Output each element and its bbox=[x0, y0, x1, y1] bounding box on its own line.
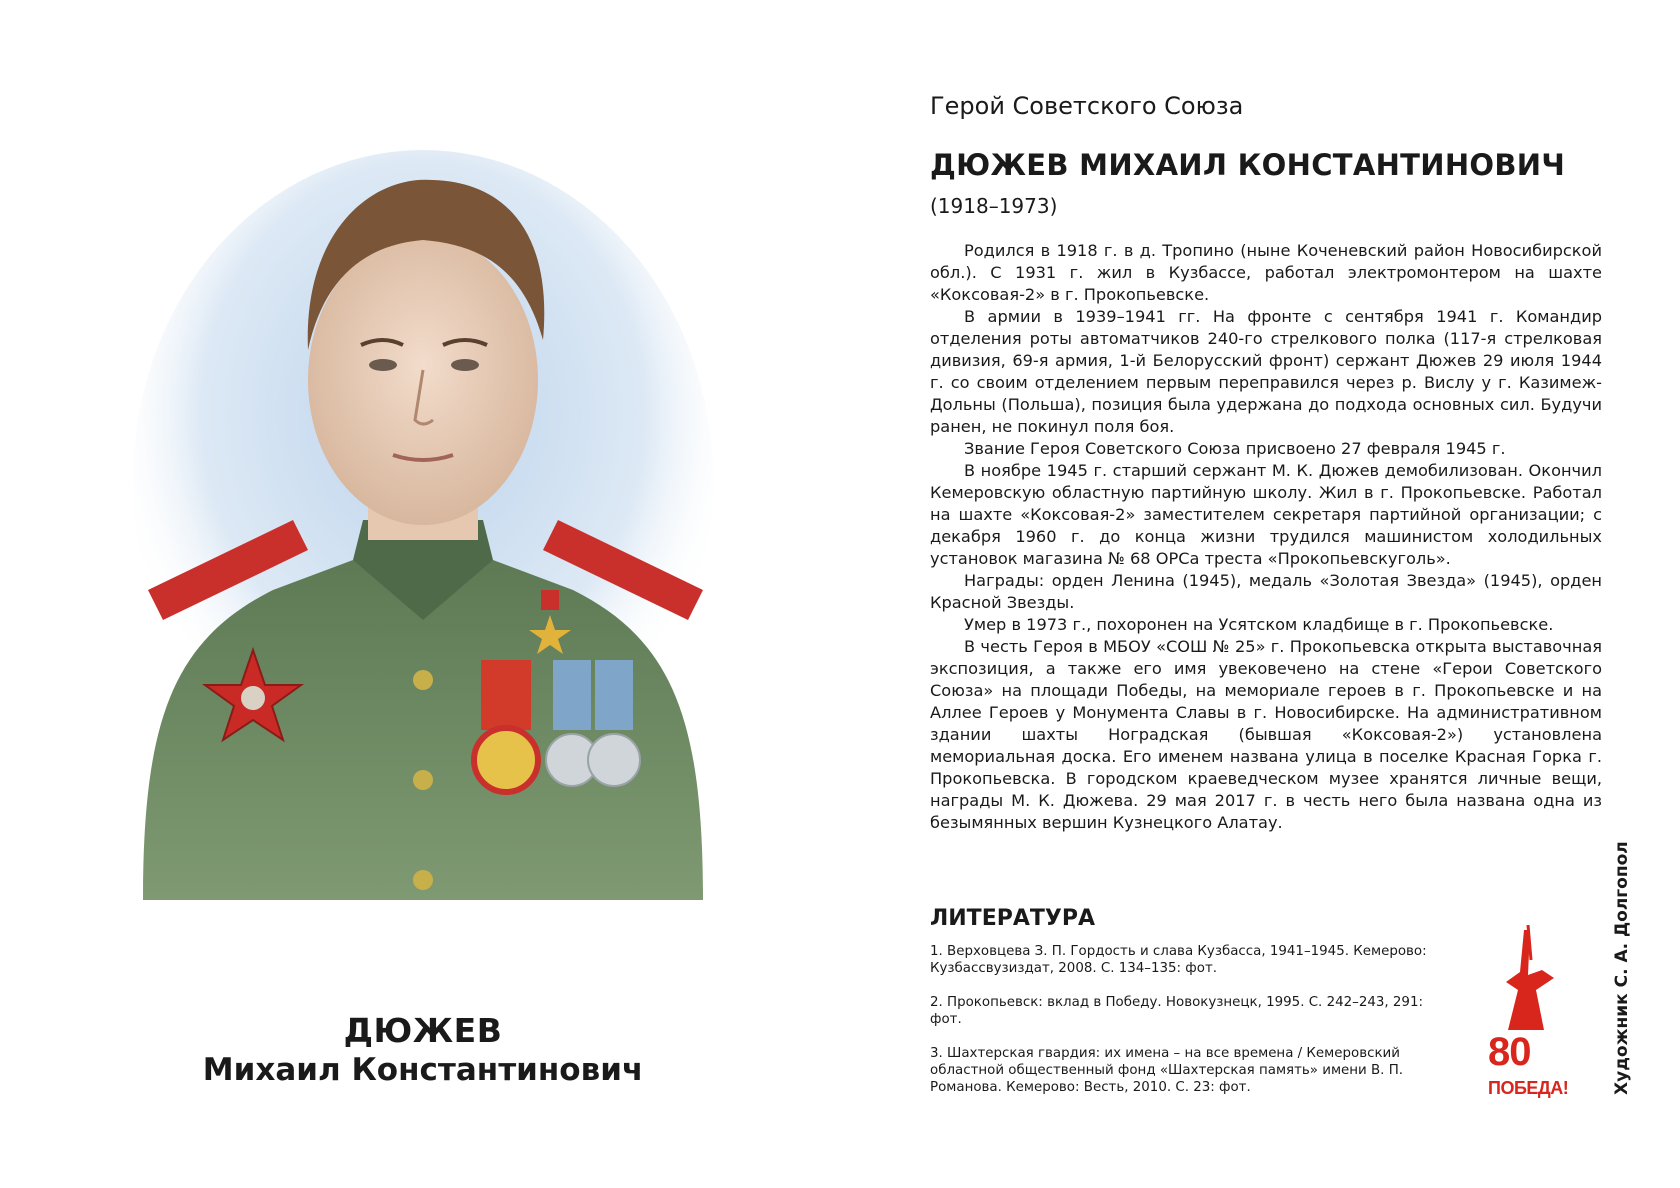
artist-credit: Художник С. А. Долгопол bbox=[1612, 841, 1632, 1095]
portrait-caption bbox=[103, 1010, 743, 1090]
bio-paragraph: В армии в 1939–1941 гг. На фронте с сентября 1941 г. Командир отделения роты автоматчиков 240-го стрелкового полка (117-я стрелковая дивизия, 69-я армия, 1-й Белорусский фронт) сержант Дюжев 29 июля 1944 г. со своим отделением первым переправился через р. Вислу у г. Казимеж-Дольны (Польша), позиция была удержана до подхода основных сил. Будучи ранен, не покинул поля боя. bbox=[930, 307, 1602, 436]
victory-80-emblem bbox=[1484, 920, 1572, 1100]
biography bbox=[930, 240, 1602, 834]
page-subtitle: Герой Советского Союза bbox=[930, 92, 1244, 120]
bio-paragraph: В честь Героя в МБОУ «СОШ № 25» г. Прокопьевска открыта выставочная экспозиция, а также его имя увековечено на стене «Герои Советского Союза» на площади Победы, на мемориале героев в г. Прокопьевске и на Аллее Героев у Монумента Славы в г. Новосибирске. На административном здании шахты Ноградская (бывшая «Коксовая-2») установлена мемориальная доска. Его именем названа улица в поселке Красная Горка г. Прокопьевска. В городском краеведческом музее хранятся личные вещи, награды М. К. Дюжева. 29 мая 2017 г. в честь него была названа одна из безымянных вершин Кузнецкого Алатау. bbox=[930, 637, 1602, 832]
hero-portrait bbox=[103, 120, 743, 970]
bio-paragraph: Родился в 1918 г. в д. Тропино (ныне Коченевский район Новосибирской обл.). С 1931 г. жил в Кузбассе, работал электромонтером на шахте «Коксовая-2» в г. Прокопьевске. bbox=[930, 241, 1602, 304]
literature-item: 1. Верховцева З. П. Гордость и слава Кузбасса, 1941–1945. Кемерово: Кузбассвузиздат, 2008. С. 134–135: фот. bbox=[930, 944, 1427, 976]
bio-paragraph: Звание Героя Советского Союза присвоено 27 февраля 1945 г. bbox=[964, 439, 1506, 458]
emblem-number: 80 bbox=[1488, 1030, 1531, 1074]
emblem-word: ПОБЕДА! bbox=[1488, 1078, 1569, 1098]
literature-item: 2. Прокопьевск: вклад в Победу. Новокузнецк, 1995. С. 242–243, 291: фот. bbox=[930, 995, 1423, 1027]
literature-list bbox=[930, 943, 1430, 1113]
caption-given-name: Михаил Константинович bbox=[202, 1052, 644, 1089]
bio-paragraph: Награды: орден Ленина (1945), медаль «Золотая Звезда» (1945), орден Красной Звезды. bbox=[930, 571, 1602, 612]
bio-paragraph: В ноябре 1945 г. старший сержант М. К. Дюжев демобилизован. Окончил Кемеровскую областную партийную школу. Жил в г. Прокопьевске. Работал на шахте «Коксовая-2» заместителем секретаря партийной организации; с декабря 1960 г. до конца жизни трудился машинистом холодильных установок магазина № 68 ОРСа треста «Прокопьевскуголь». bbox=[930, 461, 1602, 568]
medal-icon bbox=[588, 734, 640, 786]
bio-paragraph: Умер в 1973 г., похоронен на Усятском кладбище в г. Прокопьевске. bbox=[964, 615, 1554, 634]
face bbox=[308, 235, 538, 525]
literature-heading: ЛИТЕРАТУРА bbox=[930, 906, 1095, 931]
page-title: ДЮЖЕВ МИХАИЛ КОНСТАНТИНОВИЧ bbox=[930, 148, 1566, 182]
life-years: (1918–1973) bbox=[930, 194, 1058, 218]
caption-surname: ДЮЖЕВ bbox=[343, 1011, 503, 1050]
literature-item: 3. Шахтерская гвардия: их имена – на все времена / Кемеровский областной общественный фонд «Шахтерская память» имени В. П. Романова. Кемерово: Весть, 2010. С. 23: фот. bbox=[930, 1046, 1404, 1095]
order-of-lenin-icon bbox=[474, 728, 538, 792]
